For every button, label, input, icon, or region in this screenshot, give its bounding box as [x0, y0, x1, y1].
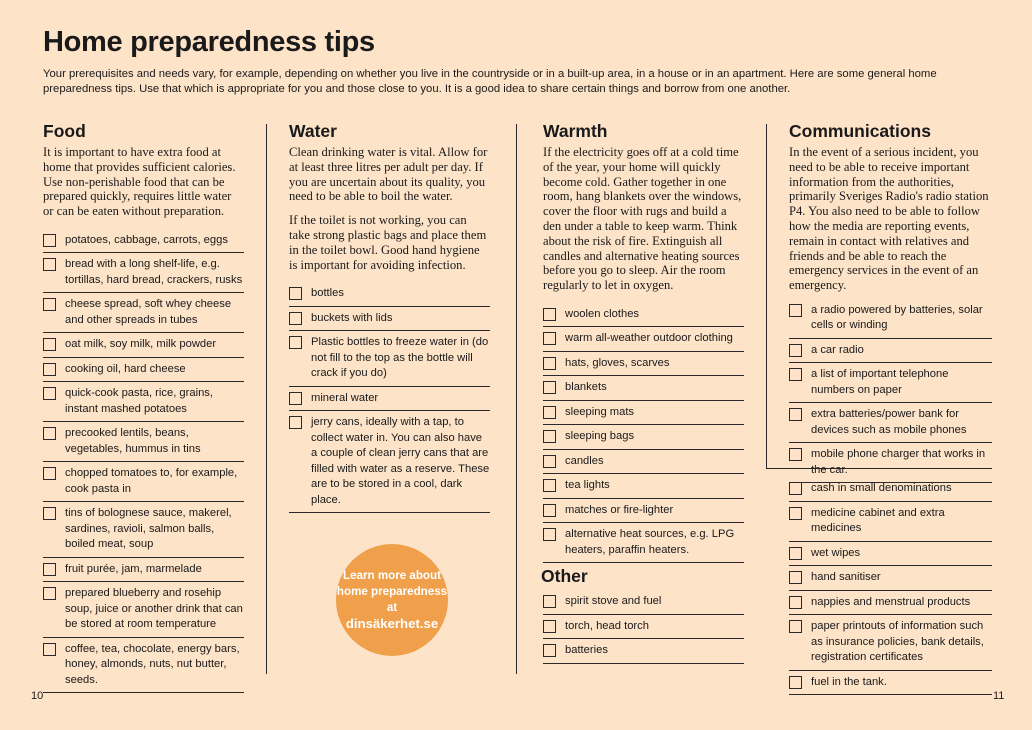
- water-text-2: If the toilet is not working, you can take strong plastic bags and place them in the toilet bowl. Good hand hygiene is important for avoiding infection.: [289, 213, 487, 272]
- checklist-item: [543, 450, 744, 475]
- other-checklist: [543, 590, 744, 664]
- promo-site-link[interactable]: dinsäkerhet.se: [345, 616, 439, 631]
- checkbox[interactable]: [289, 287, 302, 300]
- checkbox[interactable]: [789, 408, 802, 421]
- checklist-item-label: chopped tomatoes to, for example, cook pasta in: [65, 467, 238, 495]
- checklist-item: [543, 425, 744, 450]
- checklist-item-label: cheese spread, soft whey cheese and other spreads in tubes: [65, 298, 232, 326]
- checklist-item-label: a radio powered by batteries, solar cells or winding: [811, 303, 983, 332]
- checklist-item: [543, 523, 744, 563]
- checklist-item-label: candles: [565, 454, 604, 467]
- checklist-item-label: potatoes, cabbage, carrots, eggs: [65, 233, 228, 246]
- checklist-item: [289, 387, 490, 412]
- food-heading: Food: [43, 121, 86, 141]
- checklist-item: [543, 352, 744, 377]
- promo-line-2: home preparedness: [336, 585, 448, 598]
- checklist-item: [543, 639, 744, 664]
- checklist-item: [789, 339, 992, 364]
- checklist-item-label: spirit stove and fuel: [565, 595, 662, 607]
- checkbox[interactable]: [789, 571, 802, 584]
- checklist-item-label: quick-cook pasta, rice, grains, instant mashed potatoes: [65, 387, 213, 415]
- checklist-item-label: matches or fire-lighter: [565, 503, 674, 516]
- checklist-item-label: blankets: [565, 381, 607, 394]
- checkbox[interactable]: [43, 563, 56, 576]
- checklist-item-label: bottles: [311, 287, 344, 300]
- promo-line-3: at: [386, 601, 398, 614]
- checkbox[interactable]: [789, 304, 802, 317]
- checklist-item-label: Plastic bottles to freeze water in (do not fill to the top as the bottle will crack if you do): [311, 336, 489, 380]
- page-number-left: 10: [31, 690, 44, 702]
- checklist-item: [789, 363, 992, 403]
- checklist-item: [543, 303, 744, 328]
- checkbox[interactable]: [543, 504, 556, 517]
- checkbox[interactable]: [43, 467, 56, 480]
- checkbox[interactable]: [543, 644, 556, 657]
- checkbox[interactable]: [789, 448, 802, 461]
- checklist-item: [789, 671, 992, 696]
- checklist-item-label: tea lights: [565, 479, 610, 492]
- checklist-item-label: hats, gloves, scarves: [565, 356, 670, 369]
- checklist-item-label: nappies and menstrual products: [811, 595, 971, 608]
- checklist-item: [789, 566, 992, 591]
- checklist-item: [289, 307, 490, 332]
- checklist-item: [543, 615, 744, 640]
- other-section: [543, 586, 744, 664]
- checklist-item: [543, 499, 744, 524]
- checklist-item: [43, 293, 244, 333]
- checklist-item: [543, 474, 744, 499]
- checkbox[interactable]: [543, 620, 556, 633]
- checklist-item: [789, 591, 992, 616]
- water-text-1: Clean drinking water is vital. Allow for at least three litres per adult per day. If you are uncertain about its quality, you need to be able to boil the water.: [289, 145, 488, 204]
- promo-line-1: Learn more about: [343, 569, 441, 582]
- communications-checklist: [789, 299, 992, 484]
- checklist-item-label: mobile phone charger that works in the car.: [811, 448, 986, 476]
- communications-section: [789, 120, 992, 483]
- communications-text: In the event of a serious incident, you need to be able to receive important information from the authorities, primarily Sveriges Radio's radio station P4. You also need to be able to follow how the media are reporting events, remain in contact with relatives and friends and be able to reach the emergency services in the event of an emergency.: [789, 145, 989, 293]
- checkbox[interactable]: [543, 357, 556, 370]
- page-title: Home preparedness tips: [43, 26, 375, 58]
- checklist-item: [43, 382, 244, 422]
- checkbox[interactable]: [789, 596, 802, 609]
- warmth-checklist: [543, 303, 744, 564]
- checklist-item-label: fruit purée, jam, marmelade: [65, 562, 202, 575]
- checklist-item-label: mineral water: [311, 391, 379, 404]
- checklist-item: [43, 582, 244, 638]
- checklist-item-label: extra batteries/power bank for devices such as mobile phones: [811, 408, 967, 436]
- checkbox[interactable]: [43, 234, 56, 247]
- checklist-item-label: prepared blueberry and rosehip soup, juice or another drink that can be stored at room temperature: [65, 587, 243, 631]
- checklist-item-label: jerry cans, ideally with a tap, to collect water in. You can also have a couple of clean jerry cans that are filled with water as a reserve. These are to be stored in a cool, dark place.: [311, 416, 490, 506]
- checkbox[interactable]: [289, 392, 302, 405]
- water-heading: Water: [289, 121, 337, 141]
- checklist-item: [43, 462, 244, 502]
- water-checklist: [289, 282, 490, 513]
- checklist-item: [789, 477, 992, 502]
- checklist-item-label: oat milk, soy milk, milk powder: [65, 338, 217, 351]
- checklist-item-label: buckets with lids: [311, 311, 393, 324]
- checklist-item-label: medicine cabinet and extra medicines: [811, 506, 945, 534]
- checklist-item: [289, 411, 490, 513]
- checklist-item: [789, 502, 992, 542]
- checkbox[interactable]: [543, 332, 556, 345]
- checkbox[interactable]: [43, 643, 56, 656]
- checkbox[interactable]: [789, 507, 802, 520]
- checklist-item-label: torch, head torch: [565, 619, 649, 632]
- checkbox[interactable]: [43, 507, 56, 520]
- checklist-item: [789, 403, 992, 443]
- checklist-item: [289, 331, 490, 387]
- checklist-item: [543, 376, 744, 401]
- checklist-item-label: batteries: [565, 644, 608, 656]
- misc-section: [789, 477, 992, 695]
- checkbox[interactable]: [289, 336, 302, 349]
- checklist-item-label: hand sanitiser: [811, 571, 881, 583]
- page-number-right: 11: [993, 690, 1005, 702]
- checkbox[interactable]: [543, 455, 556, 468]
- warmth-heading: Warmth: [543, 121, 608, 141]
- misc-checklist: [789, 477, 992, 695]
- checklist-item: [789, 299, 992, 339]
- divider-2: [516, 124, 517, 674]
- checklist-item-label: a car radio: [811, 343, 864, 356]
- checklist-item: [43, 502, 244, 558]
- checklist-item-label: cash in small denominations: [811, 482, 952, 494]
- checklist-item-label: alternative heat sources, e.g. LPG heaters, paraffin heaters.: [565, 528, 735, 556]
- checklist-item: [789, 542, 992, 567]
- checkbox[interactable]: [43, 587, 56, 600]
- checkbox[interactable]: [543, 479, 556, 492]
- checklist-item: [43, 253, 244, 293]
- checklist-item-label: sleeping mats: [565, 405, 635, 418]
- checklist-item-label: sleeping bags: [565, 430, 635, 443]
- checkbox[interactable]: [789, 482, 802, 495]
- checkbox[interactable]: [543, 406, 556, 419]
- checklist-item-label: warm all-weather outdoor clothing: [565, 332, 733, 345]
- checkbox[interactable]: [543, 528, 556, 541]
- checklist-item: [43, 422, 244, 462]
- checkbox[interactable]: [789, 547, 802, 560]
- checkbox[interactable]: [43, 258, 56, 271]
- checklist-item-label: wet wipes: [811, 546, 861, 559]
- checkbox[interactable]: [543, 381, 556, 394]
- checklist-item: [789, 615, 992, 671]
- checklist-item-label: woolen clothes: [565, 307, 640, 320]
- promo-circle[interactable]: [336, 544, 448, 656]
- warmth-section: [543, 120, 744, 563]
- checklist-item-label: cooking oil, hard cheese: [65, 362, 186, 375]
- checkbox[interactable]: [543, 308, 556, 321]
- checkbox[interactable]: [789, 368, 802, 381]
- checklist-item-label: bread with a long shelf-life, e.g. tortillas, hard bread, crackers, rusks: [65, 258, 243, 286]
- checklist-item-label: tins of bolognese sauce, makerel, sardines, ravioli, salmon balls, boiled meat, soup: [65, 507, 232, 551]
- checkbox[interactable]: [789, 620, 802, 633]
- divider-3: [766, 124, 767, 468]
- water-section: [289, 120, 490, 513]
- intro-text: Your prerequisites and needs vary, for example, depending on whether you live in the countryside or in a built-up area, in a house or in an apartment. Here are some general home preparedness tips. Use that which is appropriate for you and those close to you. It is a good idea to share certain things and borrow from one another.: [43, 68, 937, 95]
- checkbox[interactable]: [789, 676, 802, 689]
- checklist-item: [543, 401, 744, 426]
- checklist-item: [543, 590, 744, 615]
- other-heading: Other: [541, 566, 588, 586]
- checklist-item-label: fuel in the tank.: [811, 675, 887, 688]
- divider-1: [266, 124, 267, 674]
- checklist-item: [43, 229, 244, 254]
- checklist-item: [543, 327, 744, 352]
- communications-heading: Communications: [789, 121, 931, 141]
- checkbox[interactable]: [289, 312, 302, 325]
- checklist-item: [289, 282, 490, 307]
- checkbox[interactable]: [43, 298, 56, 311]
- food-checklist: [43, 229, 244, 694]
- checklist-item-label: precooked lentils, beans, vegetables, hummus in tins: [65, 427, 201, 455]
- warmth-text: If the electricity goes off at a cold time of the year, your home will quickly become cold. Gather together in one room, hang blankets over the windows, cover the floor with rugs and build a den under a table to keep warm. Think about the risk of fire. Extinguish all candles and alternative heating sources before you go to sleep. Air the room regularly to let in oxygen.: [543, 145, 742, 293]
- checkbox[interactable]: [43, 363, 56, 376]
- checkbox[interactable]: [789, 344, 802, 357]
- checkbox[interactable]: [43, 387, 56, 400]
- checklist-item-label: coffee, tea, chocolate, energy bars, honey, almonds, nuts, nut butter, seeds.: [65, 642, 240, 686]
- checkbox[interactable]: [289, 416, 302, 429]
- checklist-item: [43, 358, 244, 383]
- checklist-item-label: paper printouts of information such as insurance policies, bank details, registration certificates: [811, 620, 984, 663]
- checklist-item: [43, 558, 244, 583]
- checkbox[interactable]: [543, 430, 556, 443]
- checkbox[interactable]: [543, 595, 556, 608]
- checklist-item-label: a list of important telephone numbers on paper: [811, 368, 949, 396]
- checklist-item: [43, 333, 244, 358]
- food-text: It is important to have extra food at home that provides sufficient calories. Use non-perishable food that can be prepared quickly, requires little water or can be eaten without preparation.: [43, 145, 236, 219]
- checkbox[interactable]: [43, 338, 56, 351]
- checkbox[interactable]: [43, 427, 56, 440]
- checklist-item: [43, 638, 244, 694]
- food-section: [43, 120, 244, 693]
